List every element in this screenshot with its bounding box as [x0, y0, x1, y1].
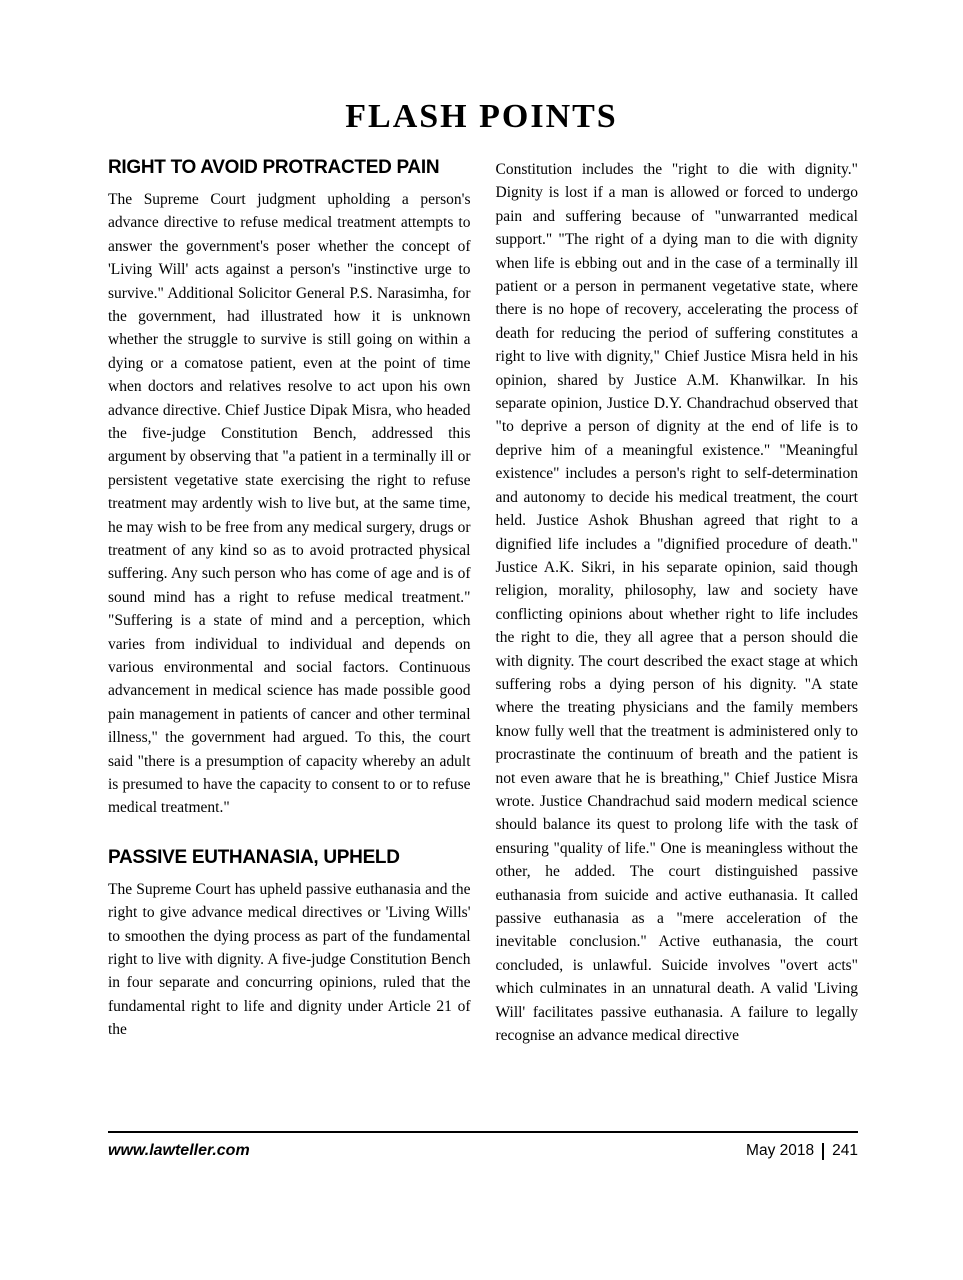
- footer-separator-bar: [822, 1143, 824, 1160]
- article-body-passive-euthanasia-right: Constitution includes the "right to die with dignity." Dignity is lost if a man is allowed or forced to undergo pain and suffering because of "unwarranted medical support." "The right of a dying man to die with dignity when life is ebbing out and in the case of a terminally ill patient or a person in permanent vegetative state, where there is no hope of recovery, accelerating the process of death for reducing the period of suffering constitutes a right to live with dignity," Chief Justice Misra held in his opinion, shared by Justice A.M. Khanwilkar. In his separate opinion, Justice D.Y. Chandrachud observed that "to deprive a person of dignity at the end of life is to deprive him of a meaningful existence." "Meaningful existence" includes a person's right to self-determination and autonomy to decide his medical treatment, the court held. Justice Ashok Bhushan agreed that right to a dignified life includes a "dignified procedure of death." Justice A.K. Sikri, in his separate opinion, said though religion, morality, philosophy, law and society have conflicting opinions about whether right to life includes the right to die, they all agree that a person should die with dignity. The court described the exact stage at which suffering robs a dying person of his dignity. "A state where the treating physicians and the family members know fully well that the treatment is administered only to procrastinate the continuum of breath and the patient is not even aware that he is breathing," Chief Justice Misra wrote. Justice Chandrachud said modern medical science should balance its quest to prolong life with the task of ensuring "quality of life." One is meaningless without the other, he added. The court distinguished passive euthanasia from suicide and active euthanasia. It called passive euthanasia as a "mere acceleration of the inevitable conclusion." Active euthanasia, the court concluded, is unlawful. Suicide involves "overt acts" which culminates in an unnatural death. A valid 'Living Will' facilitates passive euthanasia. A failure to legally recognise an advance medical directive: [495, 161, 858, 1045]
- page-footer: [108, 1131, 858, 1160]
- article-body-right-to-avoid-protracted-pain: The Supreme Court judgment upholding a person's advance directive to refuse medical treatment attempts to answer the government's poser whether the concept of 'Living Will' acts against a person's "instinctive urge to survive." Additional Solicitor General P.S. Narasimha, for the government, had illustrated how it is unknown whether the struggle to survive is still going on within a dying or a comatose patient, even at the point of time when doctors and relatives resolve to act upon his own advance directive. Chief Justice Dipak Misra, who headed the five-judge Constitution Bench, addressed this argument by observing that "a patient in a terminally ill or persistent vegetative state exercising the right to refuse treatment may ardently wish to live but, at the same time, he may wish to be free from any medical surgery, drugs or treatment of any kind so as to avoid protracted physical suffering. Any such person who has come of age and is of sound mind has a right to refuse medical treatment." "Suffering is a state of mind and a perception, which varies from individual to individual and depends on various environmental and social factors. Continuous advancement in medical science has made possible good pain management in patients of cancer and other terminal illness," the government had argued. To this, the court said "there is a presumption of capacity whereby an adult is presumed to have the capacity to consent to or to refuse medical treatment.": [108, 190, 471, 817]
- footer-page-number: 241: [832, 1142, 858, 1159]
- right-column: [496, 158, 859, 1047]
- two-column-layout: [108, 158, 858, 1047]
- article-body-passive-euthanasia-left: The Supreme Court has upheld passive euthanasia and the right to give advance medical directives or 'Living Wills' to smoothen the dying process as part of the fundamental right to live with dignity. A five-judge Constitution Bench in four separate and concurring opinions, ruled that the fundamental right to life and dignity under Article 21 of the: [108, 880, 471, 1039]
- article-heading-right-to-avoid-protracted-pain: RIGHT TO AVOID PROTRACTED PAIN: [108, 157, 440, 178]
- footer-website-text: www.lawteller.com: [108, 1142, 250, 1159]
- left-column: [108, 158, 471, 1047]
- page-title: FLASH POINTS: [345, 98, 618, 135]
- footer-issue-info: [746, 1142, 858, 1160]
- footer-issue-date: May 2018: [746, 1142, 815, 1159]
- article-heading-passive-euthanasia-upheld: PASSIVE EUTHANASIA, UPHELD: [108, 846, 400, 868]
